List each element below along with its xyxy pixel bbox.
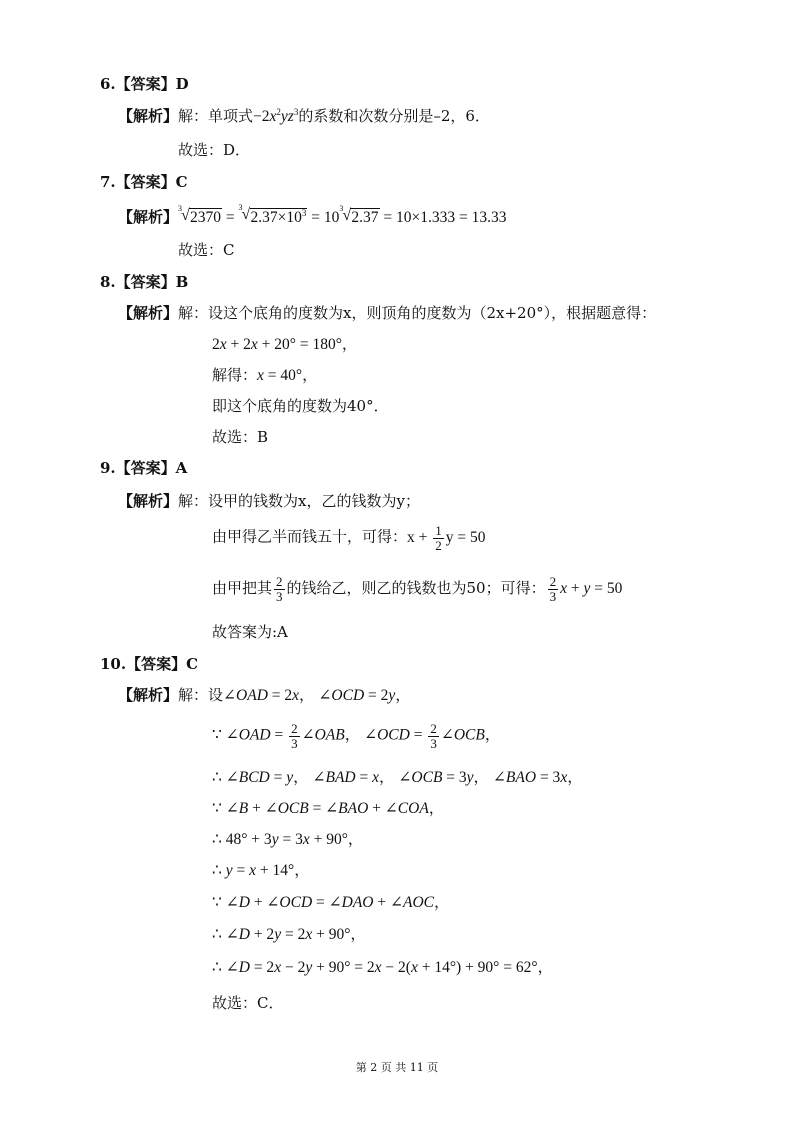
q10-step2: ∵ ∠OAD = $\frac{2}{3}$ ∠OAB， ∠OCD = $\frac{2}{3}$ ∠OCB， [212, 721, 501, 751]
q10-line1-text: 解：设 [178, 686, 224, 704]
q10-step4: ∵ ∠B + ∠OCB = ∠BAO + ∠COA， [212, 800, 445, 817]
q8-line4: 即这个底角的度数为40°． [212, 397, 389, 415]
q9-analysis-label: 【解析】 [118, 492, 179, 510]
q10-analysis [118, 688, 411, 704]
q6-conclusion: 故选：D． [178, 141, 251, 159]
q9-line3-text-mid: 的钱给乙，则乙的钱数也为50；可得： [286, 579, 546, 598]
q9-conclusion: 故答案为:A [212, 623, 288, 641]
q8-solution: x = 40°， [257, 367, 318, 384]
q9-line2 [212, 524, 486, 552]
q7-equation: 3 √ 2370 = 3 √ $2.37\times 10^3 = 10$ 3 √ 2.37 = 10×1.333 = 13.33 [178, 203, 507, 226]
q10-step5: ∴ 48° + 3y = 3x + 90°， [212, 831, 364, 848]
q10-analysis-label: 【解析】 [118, 686, 179, 704]
q8-analysis-label: 【解析】 [118, 304, 179, 322]
q7-conclusion: 故选：C [178, 241, 235, 259]
q6-text-pre: 解：单项式 [178, 107, 254, 125]
q9-line3 [212, 575, 622, 604]
q9-analysis [118, 494, 420, 509]
q10-step8: ∴ ∠D + 2y = 2x + 90°， [212, 926, 366, 943]
q6-answer: 6.【答案】D [100, 75, 189, 93]
q8-answer: 8.【答案】B [100, 273, 189, 291]
q9-equation2: $\frac{2}{3}$ x + y = 50 [549, 574, 623, 605]
q8-conclusion: 故选：B [212, 428, 269, 446]
q7-analysis-label: 【解析】 [118, 208, 179, 226]
q10-step9: ∴ ∠D = 2x − 2y + 90° = 2x − 2(x + 14°) + 90° = 62°， [212, 959, 554, 976]
q7-answer: 7.【答案】C [100, 173, 188, 191]
q10-step6: ∴ y = x + 14°， [212, 862, 310, 879]
q8-equation: 2x + 2x + 20° = 180°， [212, 336, 358, 353]
q8-solve [212, 368, 318, 384]
q8-solve-label: 解得： [212, 366, 258, 384]
q9-line3-text-pre: 由甲把其 [212, 579, 273, 598]
q8-analysis [118, 306, 656, 321]
q9-answer: 9.【答案】A [100, 459, 188, 477]
q10-step7: ∵ ∠D + ∠OCD = ∠DAO + ∠AOC， [212, 894, 450, 911]
q9-equation1: x + $\frac{1}{2}$ y = 50 [407, 523, 486, 553]
q6-analysis [118, 108, 490, 125]
q10-step3: ∴ ∠BCD = y， ∠BAD = x， ∠OCB = 3y， ∠BAO = 3x， [212, 769, 583, 786]
q10-answer: 10.【答案】C [100, 655, 199, 673]
q7-analysis [118, 203, 507, 226]
page-footer: 第 2 页 共 11 页 [355, 1061, 439, 1074]
q9-line2-text: 由甲得乙半而钱五十，可得： [212, 527, 408, 546]
q9-line1: 解：设甲的钱数为x，乙的钱数为y； [178, 492, 420, 510]
q10-step1: ∠OAD = 2x， ∠OCD = 2y， [223, 687, 411, 704]
q6-text-post: 的系数和次数分别是–2，6． [298, 107, 490, 125]
q6-analysis-label: 【解析】 [118, 107, 179, 125]
q8-line1: 解：设这个底角的度数为x，则顶角的度数为（2x+20°），根据题意得： [178, 304, 657, 322]
q6-monomial: $-2x^2yz^3$ [253, 107, 299, 125]
q9-fraction: $\frac{2}{3}$ [276, 574, 283, 604]
q10-conclusion: 故选：C． [212, 994, 284, 1012]
